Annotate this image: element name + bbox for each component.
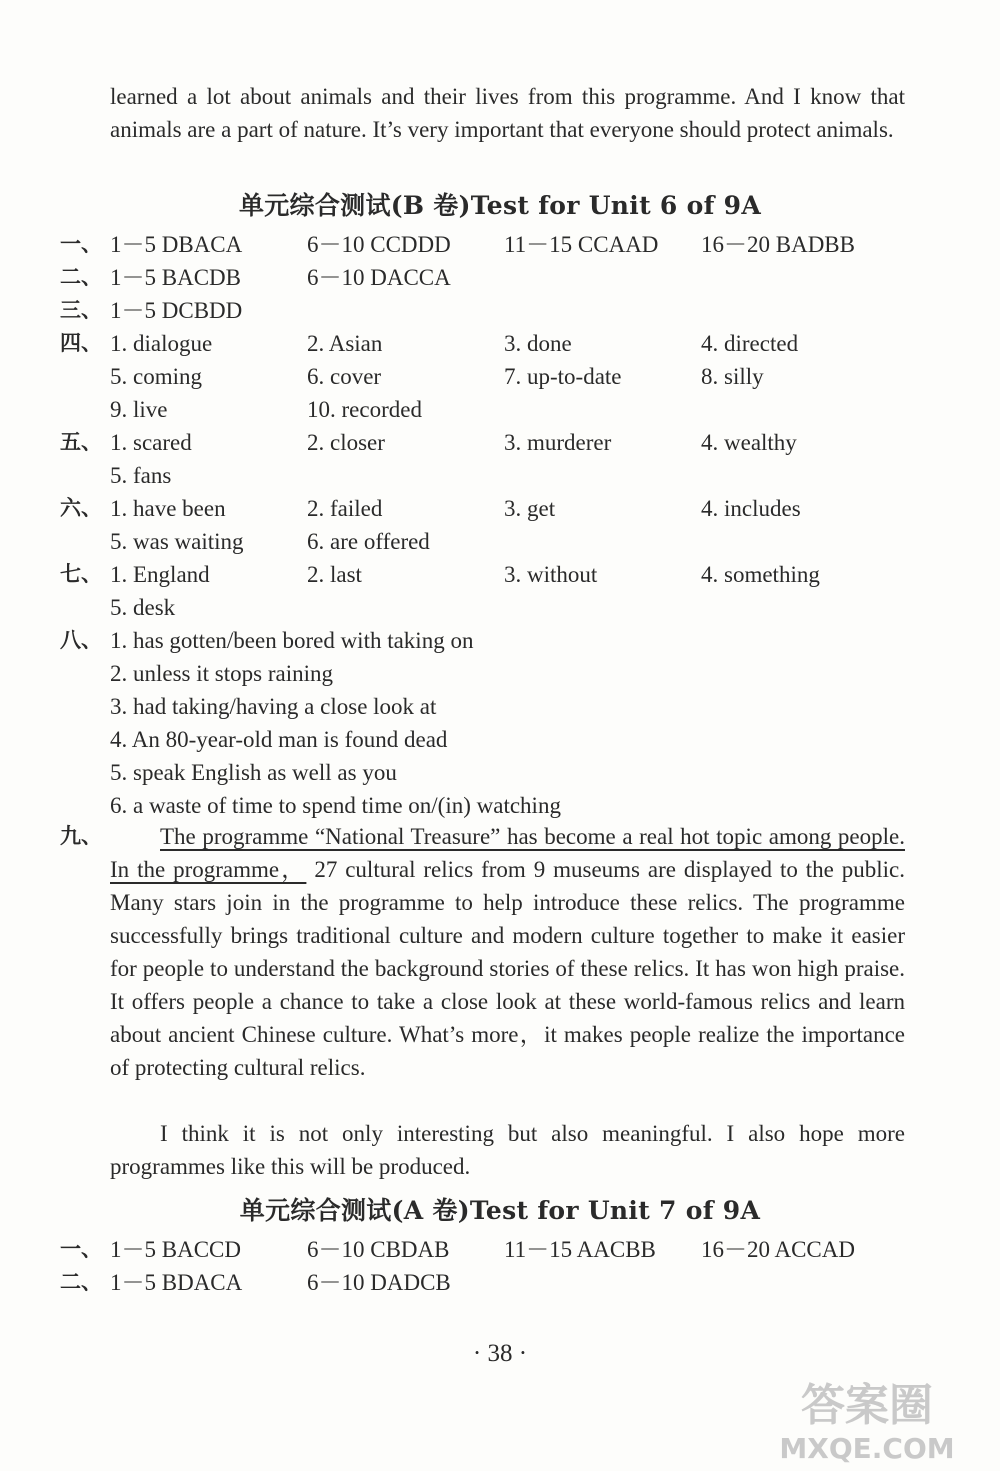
answer-cell: 3. get [504, 496, 556, 521]
answer-cell: 8. silly [701, 364, 764, 389]
answer-cell: 1－5 BACDB [110, 265, 241, 290]
essay-underlined-text: The programme “National Treasure” has become a real hot topic among people. In the programme， [110, 824, 905, 882]
essay-section-number: 九、 [60, 824, 102, 848]
answer-cell: 1－5 DBACA [110, 232, 243, 257]
answer-row [0, 690, 1000, 723]
answer-row [0, 228, 1000, 261]
answer-cell: 7. up-to-date [504, 364, 622, 389]
essay-paragraph-2: I think it is not only interesting but also meaningful. I also hope more programmes like this will be produced. [110, 1121, 905, 1179]
answer-cell: 3. murderer [504, 430, 612, 455]
answer-cell: 6. a waste of time to spend time on/(in) watching [110, 793, 561, 818]
answer-cell: 1. scared [110, 430, 192, 455]
answer-cell: 1－5 BDACA [110, 1270, 243, 1295]
answer-row [0, 426, 1000, 459]
answer-cell: 16－20 ACCAD [701, 1237, 855, 1262]
answer-row [0, 393, 1000, 426]
answer-cell: 9. live [110, 397, 168, 422]
answer-cell: 2. last [307, 562, 362, 587]
answer-row [0, 657, 1000, 690]
answer-cell: 1－5 DCBDD [110, 298, 243, 323]
answer-cell: 3. without [504, 562, 598, 587]
answer-cell: 4. An 80-year-old man is found dead [110, 727, 448, 752]
answer-row [0, 492, 1000, 525]
answer-row [0, 756, 1000, 789]
answer-cell: 4. includes [701, 496, 801, 521]
answer-cell: 4. something [701, 562, 820, 587]
answer-cell: 2. unless it stops raining [110, 661, 333, 686]
answer-cell: 5. speak English as well as you [110, 760, 397, 785]
answer-cell: 5. fans [110, 463, 172, 488]
answer-cell: 5. desk [110, 595, 176, 620]
answer-row [0, 261, 1000, 294]
answer-cell: 5. was waiting [110, 529, 244, 554]
answer-row [0, 789, 1000, 822]
answer-cell: 6－10 DADCB [307, 1270, 451, 1295]
answer-cell: 6－10 DACCA [307, 265, 451, 290]
answer-cell: 16－20 BADBB [701, 232, 855, 257]
section-number: 五、 [60, 430, 102, 454]
answer-row [0, 1233, 1000, 1266]
answer-row [0, 723, 1000, 756]
svg-text:MXQE.COM: MXQE.COM [779, 1432, 955, 1465]
answer-cell: 11－15 AACBB [504, 1237, 656, 1262]
essay-paragraph-1 [110, 820, 905, 1084]
answer-cell: 11－15 CCAAD [504, 232, 659, 257]
watermark-logo [742, 1372, 992, 1467]
section-number: 一、 [60, 232, 102, 256]
section-number: 三、 [60, 298, 102, 322]
answer-cell: 5. coming [110, 364, 202, 389]
section-number: 六、 [60, 496, 102, 520]
section-heading-unit7: 单元综合测试(A 卷)Test for Unit 7 of 9A [239, 1196, 761, 1225]
answer-cell: 2. closer [307, 430, 385, 455]
answer-cell: 1. dialogue [110, 331, 213, 356]
answer-cell: 6－10 CBDAB [307, 1237, 450, 1262]
answer-cell: 1－5 BACCD [110, 1237, 241, 1262]
answer-cell: 3. had taking/having a close look at [110, 694, 437, 719]
svg-text:答案圈: 答案圈 [801, 1380, 933, 1431]
intro-paragraph: learned a lot about animals and their lives from this programme. And I know that animals are a part of nature. It’s very important that everyone should protect animals. [110, 84, 905, 142]
answer-cell: 3. done [504, 331, 572, 356]
answer-row [0, 360, 1000, 393]
answer-row [0, 327, 1000, 360]
section-number: 七、 [60, 562, 102, 586]
answer-cell: 10. recorded [307, 397, 422, 422]
answer-cell: 4. directed [701, 331, 799, 356]
section-number: 二、 [60, 265, 102, 289]
answer-cell: 6－10 CCDDD [307, 232, 451, 257]
answer-row [0, 525, 1000, 558]
section-number: 一、 [60, 1237, 102, 1261]
answer-row [0, 459, 1000, 492]
answer-cell: 1. have been [110, 496, 226, 521]
section-heading-unit6: 单元综合测试(B 卷)Test for Unit 6 of 9A [238, 191, 762, 220]
page-number: · 38 · [472, 1340, 528, 1367]
section-number: 二、 [60, 1270, 102, 1294]
section-number: 四、 [60, 331, 102, 355]
essay-body-text: 27 cultural relics from 9 museums are displayed to the public. Many stars join in the programme to help introduce these relics. The programme successfully brings traditional culture and modern culture together to make it easier for people to understand the background stories of these relics. It has won high praise. It offers people a chance to take a close look at these world-famous relics and learn about ancient Chinese culture. What’s more，it makes people realize the importance of protecting cultural relics. [110, 857, 905, 1080]
answer-cell: 1. has gotten/been bored with taking on [110, 628, 474, 653]
answer-row [0, 1266, 1000, 1299]
answer-row [0, 591, 1000, 624]
answer-row [0, 558, 1000, 591]
answer-row [0, 294, 1000, 327]
answer-cell: 2. Asian [307, 331, 383, 356]
answer-cell: 4. wealthy [701, 430, 797, 455]
answer-cell: 2. failed [307, 496, 383, 521]
answer-cell: 6. are offered [307, 529, 430, 554]
section-number: 八、 [60, 628, 102, 652]
answer-cell: 6. cover [307, 364, 382, 389]
answer-row [0, 624, 1000, 657]
answer-cell: 1. England [110, 562, 210, 587]
